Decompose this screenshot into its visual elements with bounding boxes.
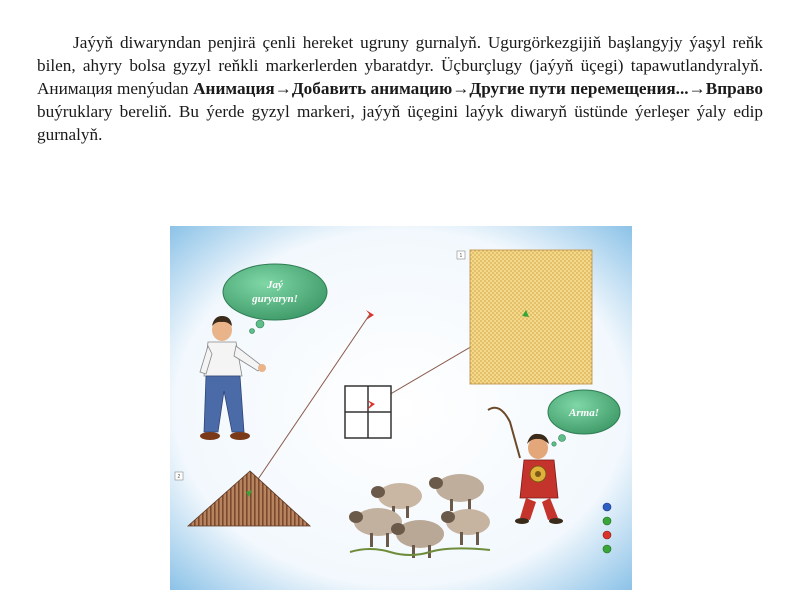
instruction-paragraph [37,31,763,146]
tag-triangle [175,472,183,480]
slide-image [170,226,632,590]
bubble-right-text: Arma! [569,407,599,419]
instruction-text-part2: buýruklary bereliň. Bu ýerde gyzyl markeri, jaýyň üçegini laýyk diwaryň üstünde ýerleşer ýaly edip gurnalyň. [37,102,763,144]
menu-path-text: Анимация→Добавить анимацию→Другие пути перемещения...→Вправо [193,79,764,98]
tag-triangle-label: 2 [177,474,181,480]
nav-dot-red [603,531,611,539]
window-shape [345,386,391,438]
nav-dot-green-1 [603,517,611,525]
instruction-text-part1: Jaýyň diwaryndan penjirä çenli hereket ugruny gurnalyň. Ugurgörkezgijiň başlangyjy ýaşyl reňk bilen, ahyry bolsa gyzyl reňkli markerlerden ybaratdyr. Üçburçlugy (jaýyň üçegi) tapawutlandyralyň. Анимация menýudan [37,33,763,98]
nav-dot-blue [603,503,611,511]
nav-dot-green-2 [603,545,611,553]
square-wall-shape [470,250,592,384]
tag-square-label: 1 [459,253,463,259]
bubble-left-line1: Jaý [267,279,283,291]
bubble-left-line2: guryaryn! [252,293,298,305]
tag-square [457,251,465,259]
